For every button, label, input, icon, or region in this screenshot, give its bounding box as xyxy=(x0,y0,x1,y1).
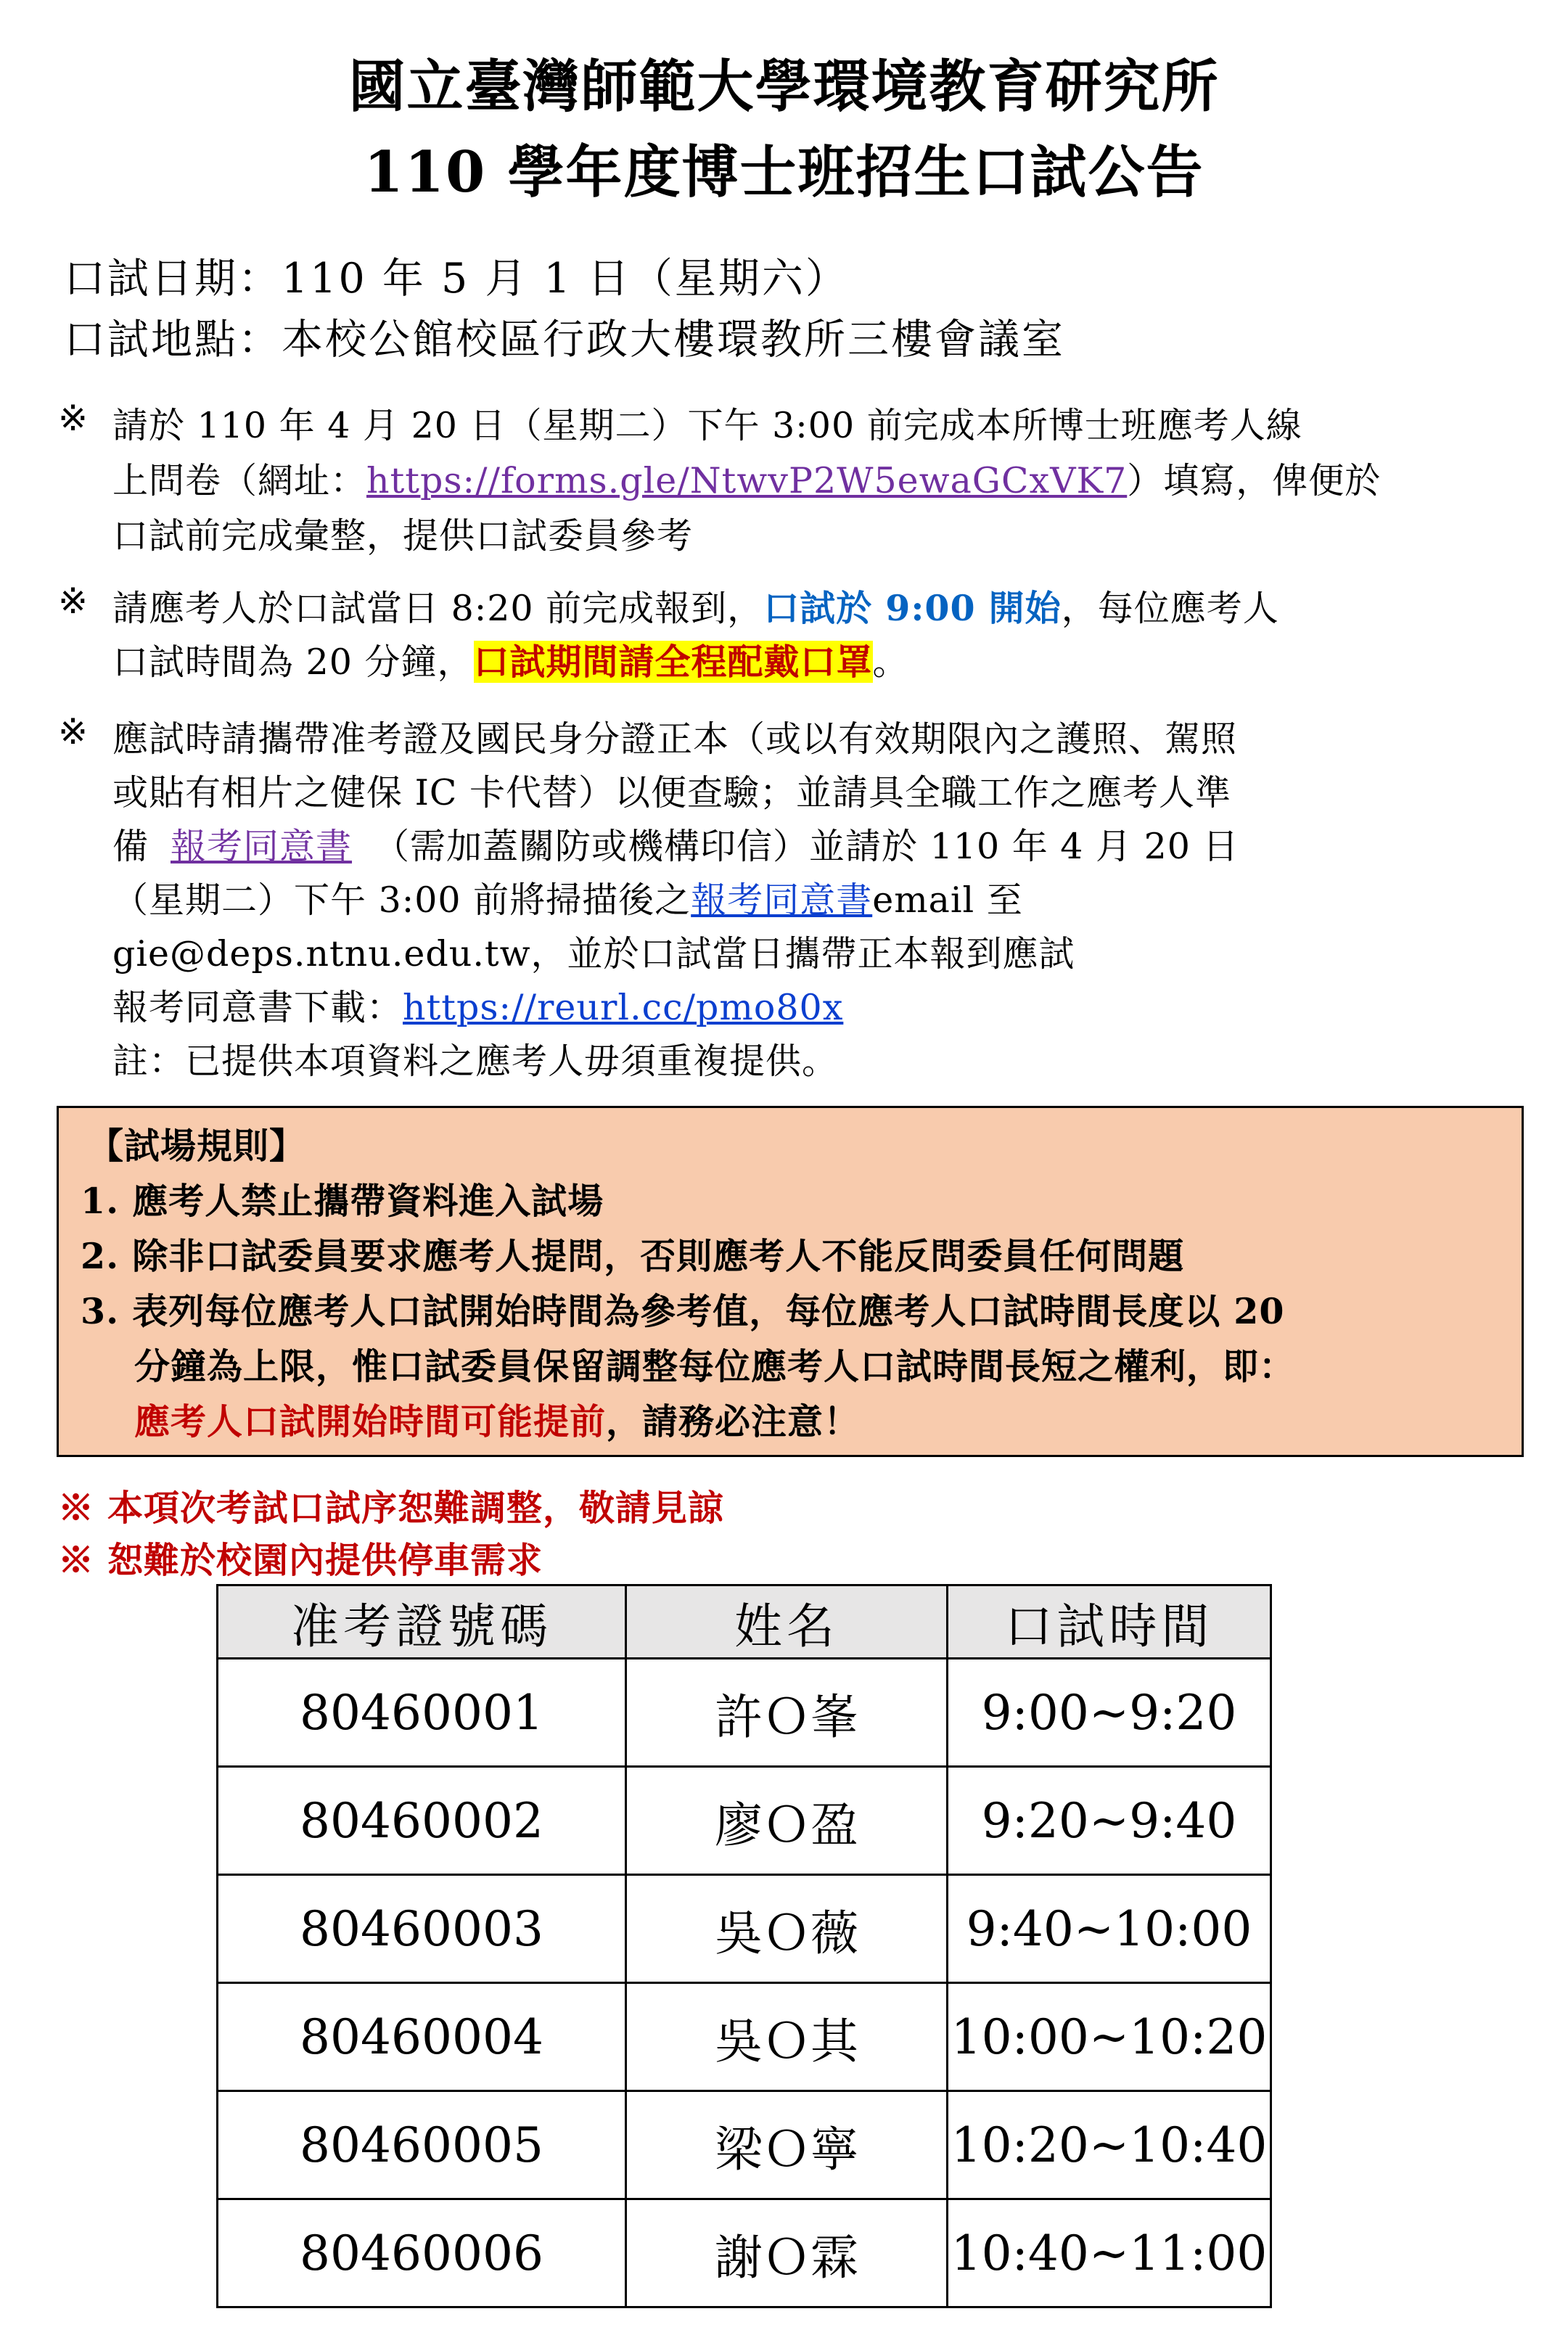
rule-item-2: 2. 除非口試委員要求應考人提問，否則應考人不能反問委員任何問題 xyxy=(81,1235,1185,1277)
page-title-line1: 國立臺灣師範大學環境教育研究所 xyxy=(348,54,1220,120)
candidate-name-cell: 廖Ｏ盈 xyxy=(626,1767,948,1875)
table-row xyxy=(218,1983,1271,2091)
table-header-row xyxy=(218,1585,1271,1659)
exam-number-cell: 80460002 xyxy=(218,1767,626,1875)
candidate-name-cell: 許Ｏ峯 xyxy=(626,1659,948,1767)
rule-item-3-line3 xyxy=(134,1394,860,1445)
notice3-line4-prefix: （星期二）下午 3:00 前將掃描後之 xyxy=(112,879,691,921)
order-note: ※ 本項次考試口試序恕難調整，敬請見諒 xyxy=(58,1487,725,1529)
interview-time-cell: 9:40~10:00 xyxy=(948,1875,1271,1983)
consent-form-link[interactable]: 報考同意書 xyxy=(171,826,353,867)
table-row xyxy=(218,1767,1271,1875)
notice1-line2-prefix: 上問卷（網址： xyxy=(112,460,367,501)
exam-number-cell: 80460001 xyxy=(218,1659,626,1767)
interview-time-cell: 10:00~10:20 xyxy=(948,1983,1271,2091)
download-link[interactable]: https://reurl.cc/pmo80x xyxy=(403,987,844,1028)
notice1-mark: ※ xyxy=(58,398,89,439)
mask-highlight: 口試期間請全程配戴口罩 xyxy=(473,641,873,683)
notice1-line1: 請於 110 年 4 月 20 日（星期二）下午 3:00 前完成本所博士班應考人線 xyxy=(112,405,1302,446)
rule-item-1: 1. 應考人禁止攜帶資料進入試場 xyxy=(81,1180,604,1222)
rules-heading: 【試場規則】 xyxy=(88,1125,306,1167)
table-row xyxy=(218,2091,1271,2199)
notice3-line2: 或貼有相片之健保 IC 卡代替）以便查驗；並請具全職工作之應考人準 xyxy=(112,772,1231,813)
parking-note: ※ 恕難於校園內提供停車需求 xyxy=(58,1539,543,1581)
notice3-line5: gie@deps.ntnu.edu.tw，並於口試當日攜帶正本報到應試 xyxy=(112,933,1075,975)
exam-date: 口試日期：110 年 5 月 1 日（星期六） xyxy=(64,255,849,303)
exam-number-cell: 80460004 xyxy=(218,1983,626,2091)
table-row xyxy=(218,1875,1271,1983)
table-row xyxy=(218,1659,1271,1767)
notice3-line3-suffix: （需加蓋關防或機構印信）並請於 110 年 4 月 20 日 xyxy=(374,826,1239,867)
notice1-line2-suffix: ）填寫，俾便於 xyxy=(1127,460,1382,501)
exam-number-cell: 80460005 xyxy=(218,2091,626,2199)
exam-location: 口試地點：本校公館校區行政大樓環教所三樓會議室 xyxy=(64,316,1065,364)
rule-item-3-line2: 分鐘為上限，惟口試委員保留調整每位應考人口試時間長短之權利，即： xyxy=(134,1345,1296,1387)
notice3-line7: 註：已提供本項資料之應考人毋須重複提供。 xyxy=(112,1041,839,1082)
exam-number-cell: 80460003 xyxy=(218,1875,626,1983)
notice3-line1: 應試時請攜帶准考證及國民身分證正本（或以有效期限內之護照、駕照 xyxy=(112,718,1238,760)
notice3-mark: ※ xyxy=(58,711,89,752)
header-exam-number: 准考證號碼 xyxy=(218,1585,626,1659)
interview-time-cell: 10:20~10:40 xyxy=(948,2091,1271,2199)
exam-number-cell: 80460006 xyxy=(218,2199,626,2307)
notice3-line3-prefix: 備 xyxy=(112,826,149,867)
start-time-emphasis: 口試於 9:00 開始 xyxy=(763,587,1062,629)
notice2-line2 xyxy=(112,634,909,685)
candidate-name-cell: 梁Ｏ寧 xyxy=(626,2091,948,2199)
notice2-line1 xyxy=(112,580,1279,631)
rule-item-3-suffix: ，請務必注意！ xyxy=(606,1400,861,1443)
interview-time-cell: 9:00~9:20 xyxy=(948,1659,1271,1767)
interview-time-cell: 9:20~9:40 xyxy=(948,1767,1271,1875)
notice3-line6 xyxy=(112,980,843,1030)
notice2-line2-suffix: 。 xyxy=(872,641,909,683)
page-title-line2: 110 學年度博士班招生口試公告 xyxy=(364,139,1204,205)
notice2-line1-suffix: ，每位應考人 xyxy=(1061,588,1279,629)
consent-form-link-2[interactable]: 報考同意書 xyxy=(691,879,873,921)
rule-item-3-line1: 3. 表列每位應考人口試開始時間為參考值，每位應考人口試時間長度以 20 xyxy=(81,1290,1285,1332)
rule-item-3-red-text: 應考人口試開始時間可能提前 xyxy=(134,1400,607,1443)
schedule-table xyxy=(216,1584,1272,2308)
notice1-line2 xyxy=(112,453,1381,504)
candidate-name-cell: 吳Ｏ薇 xyxy=(626,1875,948,1983)
notice2-line2-prefix: 口試時間為 20 分鐘， xyxy=(112,641,474,683)
notice3-line3 xyxy=(112,818,1239,869)
exam-rules-box xyxy=(57,1106,1524,1457)
candidate-name-cell: 吳Ｏ其 xyxy=(626,1983,948,2091)
table-row xyxy=(218,2199,1271,2307)
candidate-name-cell: 謝Ｏ霖 xyxy=(626,2199,948,2307)
notice2-mark: ※ xyxy=(58,580,89,622)
notice3-line4 xyxy=(112,872,1023,923)
notice3-line4-suffix: email 至 xyxy=(872,879,1023,921)
interview-time-cell: 10:40~11:00 xyxy=(948,2199,1271,2307)
header-time: 口試時間 xyxy=(948,1585,1271,1659)
header-name: 姓名 xyxy=(626,1585,948,1659)
notice3-line6-prefix: 報考同意書下載： xyxy=(112,987,403,1028)
notice1-line3: 口試前完成彙整，提供口試委員參考 xyxy=(112,515,694,557)
questionnaire-link[interactable]: https://forms.gle/NtwvP2W5ewaGCxVK7 xyxy=(366,460,1128,501)
notice2-line1-prefix: 請應考人於口試當日 8:20 前完成報到， xyxy=(112,588,764,629)
